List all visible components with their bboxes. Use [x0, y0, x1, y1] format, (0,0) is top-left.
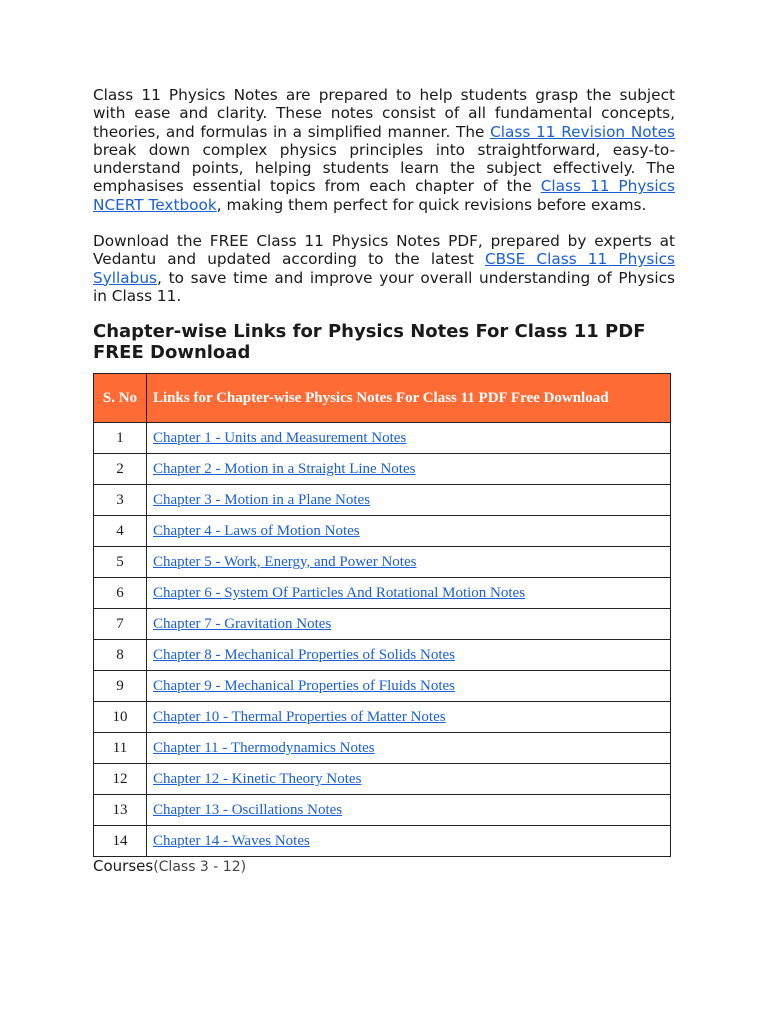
row-sno: 13 — [94, 795, 147, 826]
table-row — [94, 609, 671, 640]
chapter-links-table — [93, 373, 671, 857]
table-body — [94, 423, 671, 857]
chapter-link[interactable]: Chapter 14 - Waves Notes — [153, 832, 310, 849]
row-sno: 1 — [94, 423, 147, 454]
table-row — [94, 764, 671, 795]
chapter-link[interactable]: Chapter 3 - Motion in a Plane Notes — [153, 491, 371, 508]
row-chapter-cell — [147, 547, 671, 578]
row-sno: 2 — [94, 454, 147, 485]
courses-label-row — [93, 857, 675, 877]
chapter-link[interactable]: Chapter 2 - Motion in a Straight Line Notes — [153, 460, 416, 477]
table-header-row — [94, 374, 671, 423]
chapter-link[interactable]: Chapter 5 - Work, Energy, and Power Notes — [153, 553, 417, 570]
row-sno: 5 — [94, 547, 147, 578]
ncert-textbook-link[interactable]: Class 11 Physics NCERT Textbook — [93, 177, 675, 214]
row-chapter-cell — [147, 485, 671, 516]
chapter-link[interactable]: Chapter 7 - Gravitation Notes — [153, 615, 332, 632]
courses-label: Courses — [93, 857, 154, 876]
row-chapter-cell — [147, 423, 671, 454]
table-row — [94, 454, 671, 485]
row-sno: 10 — [94, 702, 147, 733]
table-row — [94, 578, 671, 609]
chapter-link[interactable]: Chapter 1 - Units and Measurement Notes — [153, 429, 407, 446]
table-row — [94, 547, 671, 578]
row-sno: 12 — [94, 764, 147, 795]
intro-paragraph-2 — [93, 232, 675, 305]
intro-text-2: break down complex physics principles into straightforward, easy-to-understand points, helping students learn the subject effectively. The emphasises essential topics from each chapter of the — [93, 140, 675, 196]
row-chapter-cell — [147, 795, 671, 826]
class-11-revision-notes-link[interactable]: Class 11 Revision Notes — [490, 122, 675, 141]
row-sno: 8 — [94, 640, 147, 671]
intro-text-5: , to save time and improve your overall understanding of Physics in Class 11. — [93, 268, 675, 305]
table-row — [94, 485, 671, 516]
row-sno: 11 — [94, 733, 147, 764]
row-sno: 4 — [94, 516, 147, 547]
chapter-link[interactable]: Chapter 9 - Mechanical Properties of Fluids Notes — [153, 677, 456, 694]
section-heading: Chapter-wise Links for Physics Notes For Class 11 PDF FREE Download — [93, 321, 646, 364]
chapter-link[interactable]: Chapter 10 - Thermal Properties of Matter Notes — [153, 708, 446, 725]
table-row — [94, 516, 671, 547]
table-row — [94, 702, 671, 733]
courses-range: (Class 3 - 12) — [153, 859, 247, 876]
row-chapter-cell — [147, 702, 671, 733]
header-sno: S. No — [94, 374, 147, 423]
row-chapter-cell — [147, 516, 671, 547]
article-content — [93, 86, 675, 877]
intro-paragraph-1 — [93, 86, 675, 214]
row-chapter-cell — [147, 764, 671, 795]
table-row — [94, 423, 671, 454]
row-sno: 9 — [94, 671, 147, 702]
table-row — [94, 795, 671, 826]
table-row — [94, 826, 671, 857]
row-sno: 7 — [94, 609, 147, 640]
chapter-link[interactable]: Chapter 12 - Kinetic Theory Notes — [153, 770, 362, 787]
chapter-link[interactable]: Chapter 11 - Thermodynamics Notes — [153, 739, 375, 756]
chapter-link[interactable]: Chapter 6 - System Of Particles And Rotational Motion Notes — [153, 584, 526, 601]
table-row — [94, 671, 671, 702]
cbse-syllabus-link[interactable]: CBSE Class 11 Physics Syllabus — [93, 250, 675, 287]
table-row — [94, 733, 671, 764]
row-chapter-cell — [147, 578, 671, 609]
row-chapter-cell — [147, 609, 671, 640]
intro-text-3: , making them perfect for quick revisions before exams. — [216, 195, 647, 214]
row-chapter-cell — [147, 640, 671, 671]
chapter-link[interactable]: Chapter 8 - Mechanical Properties of Solids Notes — [153, 646, 456, 663]
row-chapter-cell — [147, 826, 671, 857]
row-chapter-cell — [147, 671, 671, 702]
intro-text-1: Class 11 Physics Notes are prepared to help students grasp the subject with ease and clarity. These notes consist of all fundamental concepts, theories, and formulas in a simplified manner. The — [93, 86, 675, 141]
row-sno: 6 — [94, 578, 147, 609]
chapter-link[interactable]: Chapter 13 - Oscillations Notes — [153, 801, 343, 818]
intro-text-4: Download the FREE Class 11 Physics Notes PDF, prepared by experts at Vedantu and updated according to the latest — [93, 232, 675, 269]
row-sno: 3 — [94, 485, 147, 516]
row-chapter-cell — [147, 733, 671, 764]
header-links: Links for Chapter-wise Physics Notes For Class 11 PDF Free Download — [147, 374, 671, 423]
chapter-link[interactable]: Chapter 4 - Laws of Motion Notes — [153, 522, 360, 539]
table-row — [94, 640, 671, 671]
row-sno: 14 — [94, 826, 147, 857]
row-chapter-cell — [147, 454, 671, 485]
